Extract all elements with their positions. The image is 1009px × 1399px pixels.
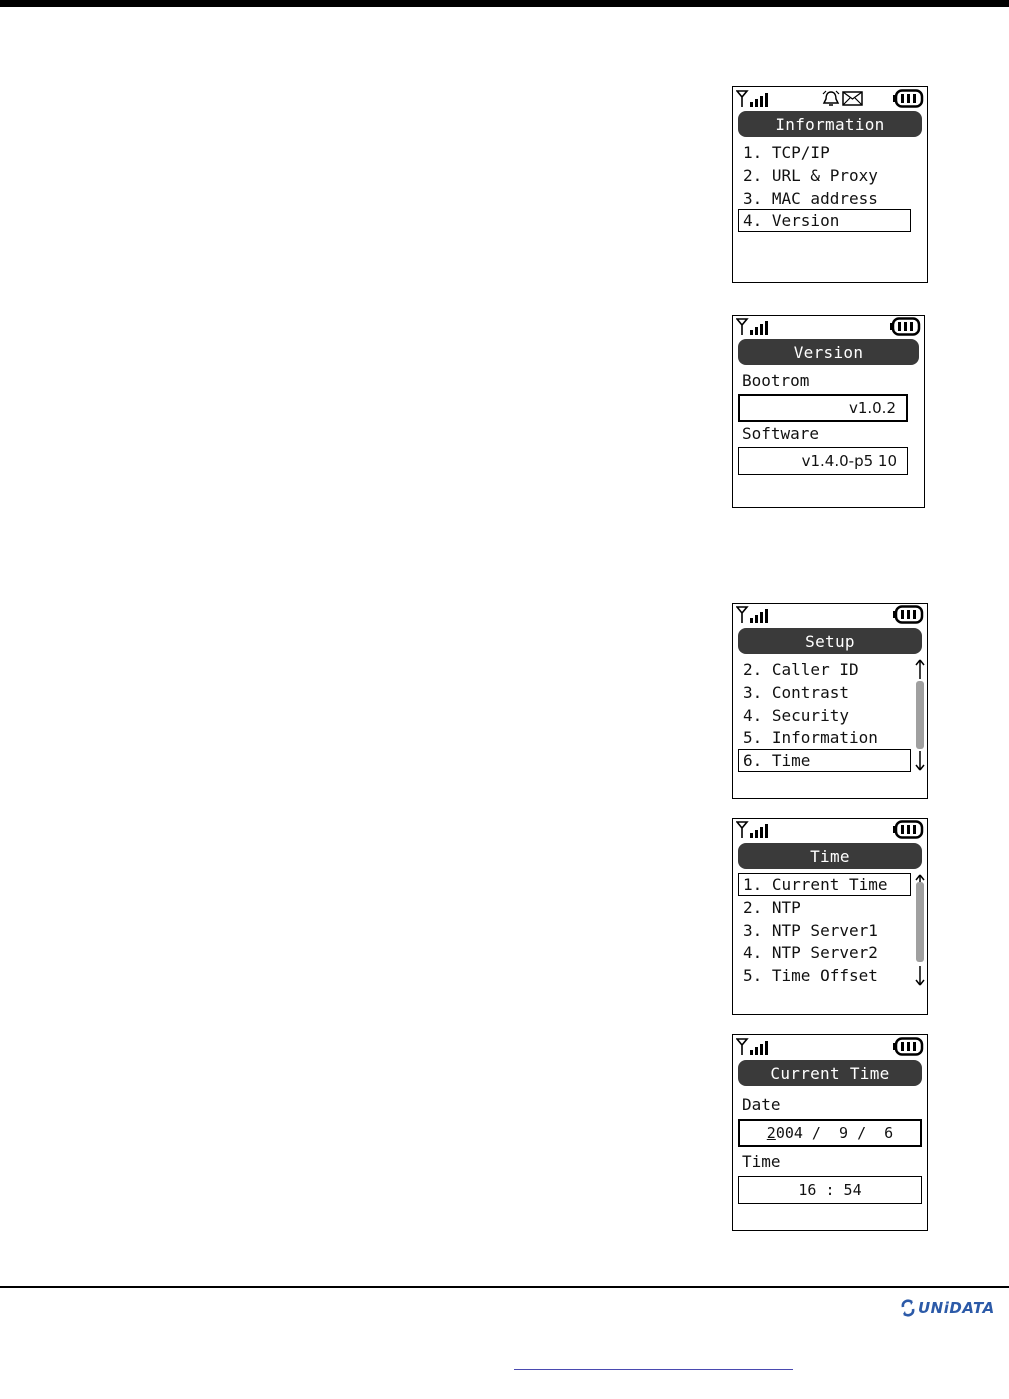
alarm-bell-icon (821, 90, 841, 108)
unidata-logo (900, 1296, 995, 1320)
current-time-screen (732, 1034, 928, 1231)
battery-icon (893, 89, 925, 108)
menu-item-ntp-server1[interactable]: 3. NTP Server1 (743, 920, 878, 940)
time-value: 16 : 54 (798, 1181, 862, 1199)
signal-icon (736, 1037, 776, 1057)
information-screen (732, 86, 928, 283)
scroll-thumb[interactable] (916, 681, 924, 749)
menu-item-url-proxy[interactable]: 2. URL & Proxy (743, 165, 878, 185)
time-label: Time (742, 1152, 781, 1171)
scroll-thumb[interactable] (916, 882, 924, 962)
screen-title: Current Time (738, 1060, 922, 1086)
status-bar (733, 87, 927, 109)
scrollbar[interactable] (915, 874, 925, 988)
signal-icon (736, 317, 776, 337)
top-rule (0, 0, 1009, 7)
setup-screen (732, 603, 928, 799)
menu-item-caller-id[interactable]: 2. Caller ID (743, 660, 859, 679)
time-field[interactable] (738, 1176, 922, 1204)
status-bar (733, 604, 927, 626)
bootrom-value: v1.0.2 (848, 399, 896, 417)
bootrom-label: Bootrom (742, 371, 810, 390)
time-menu (738, 873, 911, 987)
software-label: Software (742, 424, 820, 443)
menu-item-time-offset[interactable]: 5. Time Offset (743, 966, 878, 986)
battery-icon (893, 605, 925, 624)
scroll-up-arrow-icon (915, 659, 925, 679)
envelope-icon (842, 91, 864, 107)
screen-title: Version (738, 339, 919, 365)
menu-item-contrast[interactable]: 3. Contrast (743, 682, 849, 702)
menu-item-time[interactable]: 6. Time (738, 749, 911, 772)
signal-icon (736, 605, 776, 625)
menu-item-information[interactable]: 5. Information (743, 728, 878, 748)
date-field[interactable] (738, 1119, 922, 1147)
bootrom-field (738, 394, 908, 422)
signal-icon (736, 820, 776, 840)
date-label: Date (742, 1095, 781, 1114)
information-menu (738, 141, 911, 232)
menu-item-current-time[interactable]: 1. Current Time (738, 873, 911, 896)
logo-text: UNiDATA (918, 1299, 995, 1317)
version-screen (732, 315, 925, 508)
scrollbar[interactable] (915, 659, 925, 773)
battery-icon (893, 820, 925, 839)
setup-menu (738, 658, 911, 772)
status-bar (733, 819, 927, 841)
menu-item-tcp-ip[interactable]: 1. TCP/IP (743, 143, 830, 162)
software-value: v1.4.0-p5 10 (801, 452, 897, 470)
date-cursor-char: 2 (766, 1124, 776, 1142)
footer-link-underline[interactable] (514, 1369, 793, 1370)
menu-item-mac-address[interactable]: 3. MAC address (743, 188, 878, 208)
battery-icon (893, 1037, 925, 1056)
screen-title: Setup (738, 628, 922, 654)
footer-rule (0, 1286, 1009, 1288)
scroll-down-arrow-icon (915, 751, 925, 771)
battery-icon (890, 317, 922, 336)
signal-icon (736, 89, 776, 109)
unidata-logo-icon (900, 1299, 916, 1317)
status-bar (733, 316, 924, 338)
screen-title: Information (738, 111, 922, 137)
menu-item-ntp[interactable]: 2. NTP (743, 897, 801, 917)
screen-title: Time (738, 843, 922, 869)
date-value: 004 / 9 / 6 (775, 1124, 894, 1142)
software-field (738, 447, 908, 475)
menu-item-security[interactable]: 4. Security (743, 705, 849, 725)
menu-item-version[interactable]: 4. Version (738, 209, 911, 232)
menu-item-ntp-server2[interactable]: 4. NTP Server2 (743, 943, 878, 963)
scroll-down-arrow-icon (915, 966, 925, 986)
time-screen (732, 818, 928, 1015)
status-bar (733, 1035, 927, 1057)
